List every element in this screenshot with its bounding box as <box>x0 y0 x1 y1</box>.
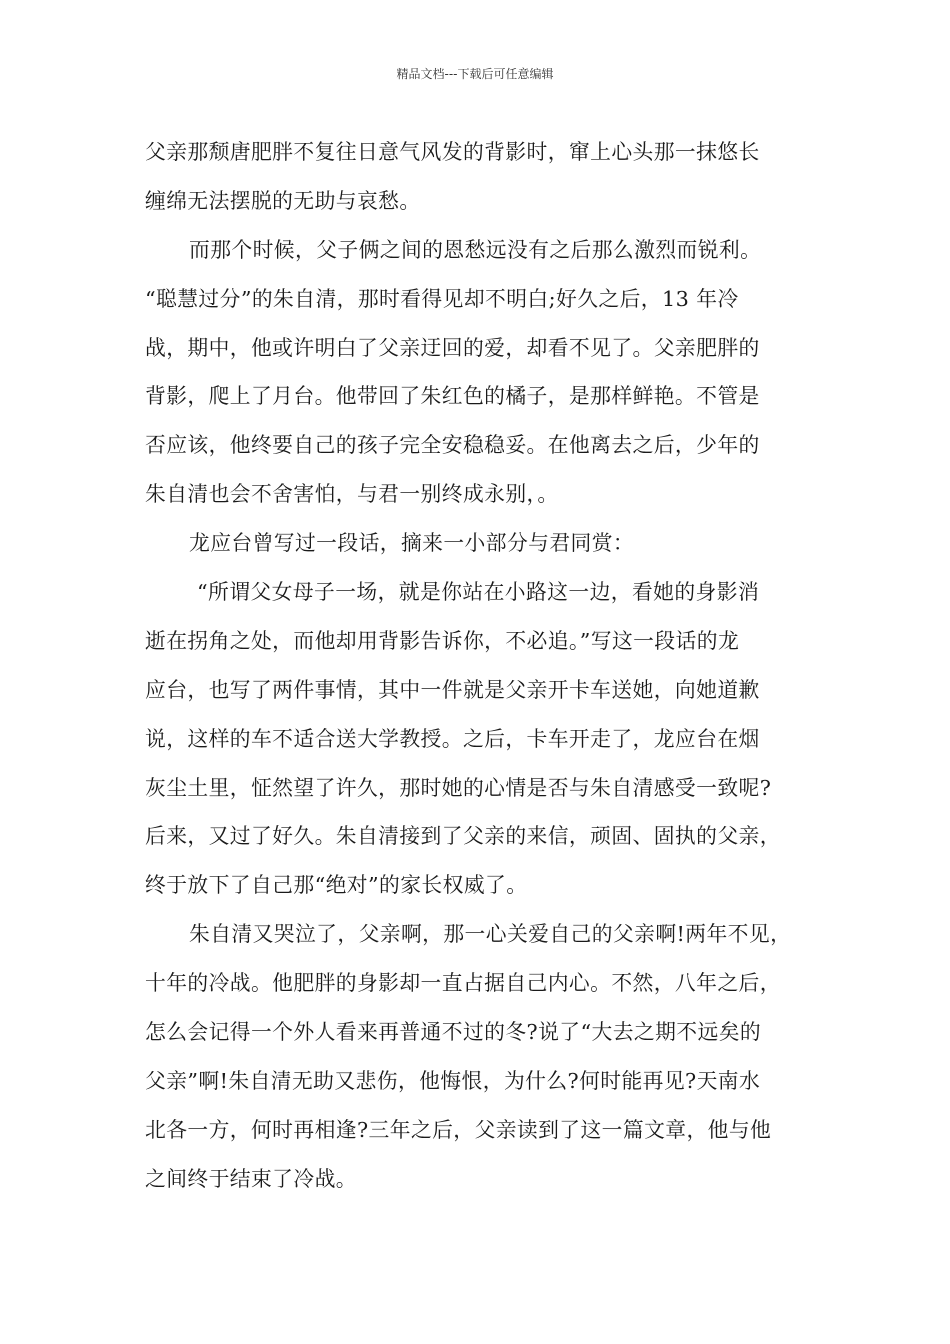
paragraph-start-line: 龙应台曾写过一段话，摘来一小部分与君同赏： <box>189 531 635 556</box>
text-line: 否应该，他终要自己的孩子完全安稳稳妥。在他离去之后，少年的 <box>145 433 760 458</box>
text-line: “聪慧过分”的朱自清，那时看得见却不明白;好久之后，13 年冷 <box>145 286 739 311</box>
text-line: 缠绵无法摆脱的无助与哀愁。 <box>145 188 421 213</box>
text-line: 怎么会记得一个外人看来再普通不过的冬?说了“大去之期不远矣的 <box>145 1020 762 1045</box>
text-line: 应台，也写了两件事情，其中一件就是父亲开卡车送她，向她道歉 <box>145 677 760 702</box>
text-line: 之间终于结束了冷战。 <box>145 1166 357 1191</box>
body-text <box>145 128 815 1204</box>
paragraph-start-line: 朱自清又哭泣了，父亲啊，那一心关爱自己的父亲啊!两年不见， <box>189 922 792 947</box>
text-line: 说，这样的车不适合送大学教授。之后，卡车开走了，龙应台在烟 <box>145 726 760 751</box>
text-line: 北各一方，何时再相逢?三年之后，父亲读到了这一篇文章，他与他 <box>145 1117 772 1142</box>
page-header: 精品文档---下载后可任意编辑 <box>396 67 554 81</box>
text-line: 逝在拐角之处，而他却用背影告诉你，不必追。”写这一段话的龙 <box>145 628 740 653</box>
text-line: 终于放下了自己那“绝对”的家长权威了。 <box>145 873 528 898</box>
text-line: 后来，又过了好久。朱自清接到了父亲的来信，顽固、固执的父亲， <box>145 824 781 849</box>
text-line: 战，期中，他或许明白了父亲迂回的爱，却看不见了。父亲肥胖的 <box>145 335 760 360</box>
text-line: 朱自清也会不舍害怕，与君一别终成永别，。 <box>145 482 559 507</box>
text-line: 灰尘土里，怔然望了许久，那时她的心情是否与朱自清感受一致呢? <box>145 775 772 800</box>
paragraph-start-line: 而那个时候，父子俩之间的恩愁远没有之后那么激烈而锐利。 <box>189 237 762 262</box>
quote-start-line: “所谓父女母子一场，就是你站在小路这一边，看她的身影消 <box>197 580 760 605</box>
text-line: 父亲”啊!朱自清无助又悲伤，他悔恨，为什么?何时能再见?天南水 <box>145 1068 761 1093</box>
text-line: 十年的冷战。他肥胖的身影却一直占据自己内心。不然，八年之后， <box>145 971 781 996</box>
text-line: 父亲那颓唐肥胖不复往日意气风发的背影时，窜上心头那一抹悠长 <box>145 140 760 164</box>
text-line: 背影，爬上了月台。他带回了朱红色的橘子，是那样鲜艳。不管是 <box>145 384 760 409</box>
